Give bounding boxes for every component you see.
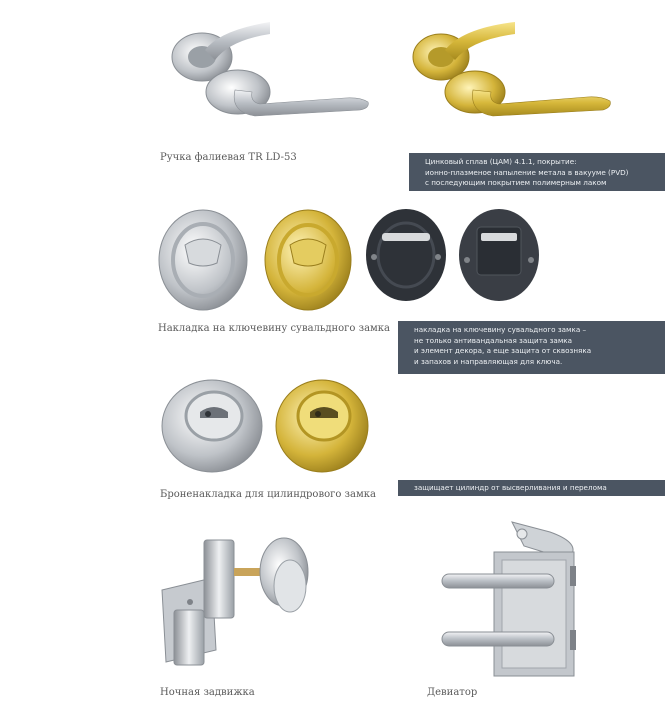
- info-line: не только антивандальная защита замка: [414, 335, 572, 345]
- gold-armored-plate-image: [272, 372, 372, 477]
- info-line: Цинковый сплав (ЦАМ) 4.1.1, покрытие:: [425, 157, 577, 166]
- gold-handle-image: [405, 12, 620, 137]
- info-line: защищает цилиндр от высверливания и перелома: [414, 483, 607, 492]
- info-box-armored-plate: [398, 480, 665, 496]
- info-box-keyhole-cover: [398, 321, 665, 374]
- product-caption-armored-plate: Броненакладка для цилиндрового замка: [160, 489, 376, 500]
- chrome-handle-image: [160, 12, 390, 137]
- product-caption-handle: Ручка фалиевая TR LD-53: [160, 152, 297, 163]
- info-line: накладка на ключевину сувальдного замка –: [414, 325, 587, 334]
- product-caption-night-latch: Ночная задвижка: [160, 687, 255, 698]
- chrome-keyhole-cover-image: [155, 205, 255, 315]
- info-box-handle: [409, 153, 665, 191]
- deviator-image: [432, 512, 582, 682]
- chrome-armored-plate-image: [158, 372, 268, 477]
- black-keyhole-cover-image: [362, 205, 452, 305]
- info-line: и запахов и направляющая для ключа.: [414, 356, 563, 366]
- black-keyhole-cover-back-image: [455, 205, 545, 305]
- product-caption-deviator: Девиатор: [427, 687, 478, 698]
- product-caption-keyhole-cover: Накладка на ключевину сувальдного замка: [158, 323, 391, 334]
- gold-keyhole-cover-image: [262, 205, 357, 315]
- night-latch-image: [152, 530, 317, 680]
- info-line: ионно-плазменое напыление метала в вакууме (PVD): [425, 167, 629, 177]
- info-line: с последующим покрытием полимерным лаком: [425, 178, 607, 187]
- info-line: и элемент декора, а еще защита от сквозняка: [414, 346, 592, 355]
